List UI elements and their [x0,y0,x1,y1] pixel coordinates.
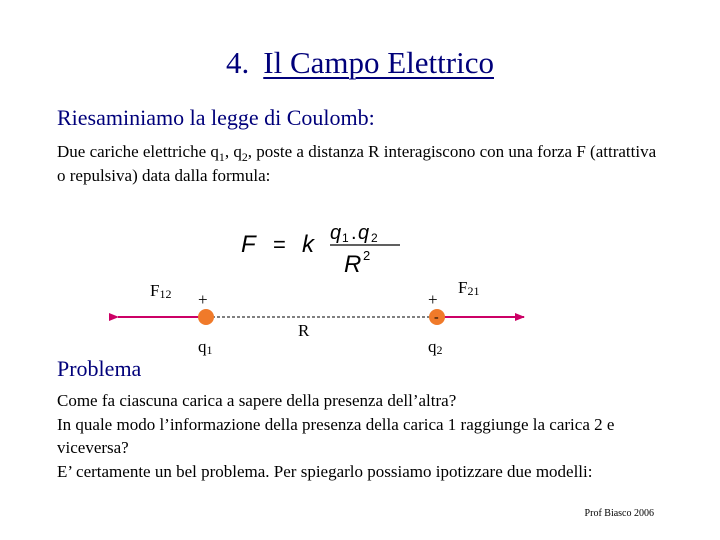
minus-q2: - [434,310,439,325]
charge-q1 [198,309,214,325]
label-f21: F21 [458,278,480,298]
formula-q1: q [330,222,342,244]
problema-heading: Problema [57,356,142,381]
formula-equals: = [273,232,286,257]
intro-text-2: , q [224,142,242,161]
formula-lhs: F [241,231,256,258]
formula-q1-sub: 1 [342,231,349,245]
formula-dot: . [351,222,357,244]
formula-q2-sub: 2 [371,231,378,245]
formula-k: k [302,231,314,258]
subtitle: Riesaminiamo la legge di Coulomb: [57,105,375,130]
intro-sub-1: 1 [218,150,225,164]
label-q1: q1 [198,337,213,357]
formula-denominator: R [344,251,362,278]
intro-text-1: Due cariche elettriche q [57,142,219,161]
label-q2: q2 [428,337,443,357]
body-line-1: Come fa ciascuna carica a sapere della presenza dell’altra? [57,391,457,410]
plus-q1: + [198,290,208,309]
label-f12: F12 [150,281,172,301]
body-paragraph [57,389,667,483]
plus-q2: + [428,290,438,309]
body-line-3: E’ certamente un bel problema. Per spiegarlo possiamo ipotizzare due modelli: [57,461,593,481]
intro-text-3: , poste a distanza R interagiscono con una forza F (attrattiva o repulsiva) data dalla formula: [57,142,657,185]
body-line-2: In quale modo l’informazione della presenza della carica 1 raggiunge la carica 2 e viceversa? [57,414,615,457]
label-distance-r: R [298,321,310,340]
intro-sub-2: 2 [241,150,248,164]
formula-exponent: 2 [363,248,371,263]
formula-q2: q [358,222,370,244]
footer-credit: Prof Biasco 2006 [584,508,654,519]
title-number: 4. [226,45,250,80]
title-text: Il Campo Elettrico [263,45,494,80]
